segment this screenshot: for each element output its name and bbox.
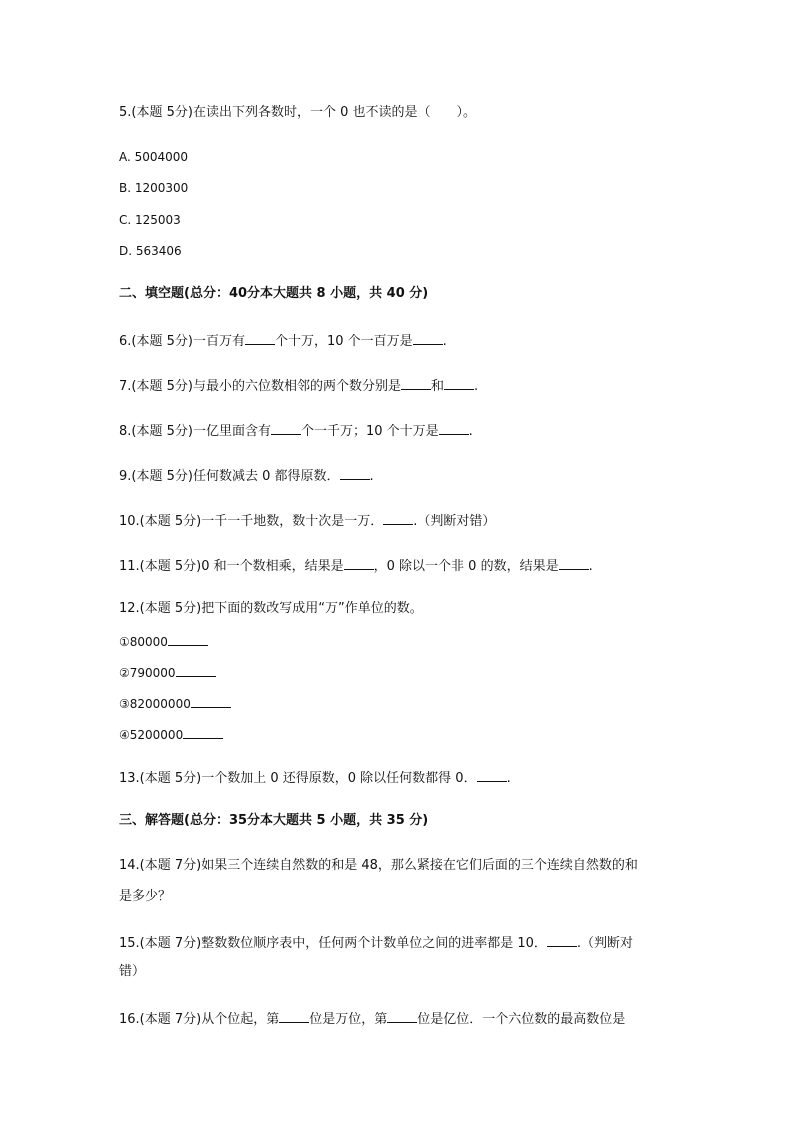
answer-blank[interactable] <box>340 465 370 480</box>
question-8-text-c: . <box>468 424 473 439</box>
option-c: C. 125003 <box>119 213 181 227</box>
answer-blank[interactable] <box>271 420 301 435</box>
question-13 <box>119 767 511 788</box>
question-11-text-b: ，0 除以一个非 0 的数，结果是 <box>373 559 559 574</box>
question-11-text-c: . <box>588 559 593 574</box>
answer-blank[interactable] <box>245 330 275 345</box>
question-11 <box>119 555 593 576</box>
answer-blank[interactable] <box>191 693 231 708</box>
question-11-text-a: 11.(本题 5分)0 和一个数相乘，结果是 <box>119 559 344 574</box>
question-12-item <box>119 631 208 651</box>
question-12-item <box>119 724 223 744</box>
answer-blank[interactable] <box>477 767 507 782</box>
question-16 <box>119 1008 625 1029</box>
answer-blank[interactable] <box>413 330 443 345</box>
question-7-text-b: 和 <box>430 379 444 394</box>
question-12-item-text: ②790000 <box>119 666 176 680</box>
question-10-text-a: 10.(本题 5分)一千一千地数，数十次是一万． <box>119 514 384 529</box>
question-9-text-a: 9.(本题 5分)任何数减去 0 都得原数． <box>119 469 340 484</box>
question-5-stem: 5.(本题 5分)在读出下列各数时，一个 0 也不读的是（ ）。 <box>119 105 476 120</box>
question-8 <box>119 420 473 441</box>
question-12-item <box>119 662 216 682</box>
question-6-text-b: 个十万，10 个一百万是 <box>274 334 413 349</box>
question-14-line-1: 14.(本题 7分)如果三个连续自然数的和是 48，那么紧接在它们后面的三个连续自然数的和 <box>119 858 638 873</box>
question-12-item-text: ③82000000 <box>119 697 191 711</box>
question-7-text-c: . <box>473 379 479 394</box>
question-6-text-c: . <box>442 334 447 349</box>
option-a: A. 5004000 <box>119 150 189 164</box>
question-10-text-c: .（判断对错） <box>413 514 496 529</box>
answer-blank[interactable] <box>344 555 374 570</box>
question-16-text-c: 位是亿位．一个六位数的最高数位是 <box>417 1012 626 1027</box>
question-8-text-a: 8.(本题 5分)一亿里面含有 <box>119 424 271 439</box>
question-9-text-c: . <box>369 469 374 484</box>
answer-blank[interactable] <box>439 420 469 435</box>
answer-blank[interactable] <box>279 1008 309 1023</box>
question-15 <box>119 932 633 953</box>
question-6-text-a: 6.(本题 5分)一百万有 <box>119 334 245 349</box>
answer-blank[interactable] <box>168 631 208 646</box>
answer-blank[interactable] <box>547 932 577 947</box>
question-7 <box>119 375 478 396</box>
answer-blank[interactable] <box>401 375 431 390</box>
question-8-text-b: 个一千万；10 个十万是 <box>300 424 439 439</box>
question-12-item <box>119 693 231 713</box>
question-6 <box>119 330 447 351</box>
question-12-item-text: ④5200000 <box>119 728 184 742</box>
question-12-stem: 12.(本题 5分)把下面的数改写成用“万”作单位的数。 <box>119 601 423 616</box>
option-b: B. 1200300 <box>119 181 189 195</box>
answer-blank[interactable] <box>444 375 474 390</box>
question-13-text-c: . <box>506 771 511 786</box>
question-15-text-a: 15.(本题 7分)整数数位顺序表中，任何两个计数单位之间的进率都是 10． <box>119 936 547 951</box>
question-7-text-a: 7.(本题 5分)与最小的六位数相邻的两个数分别是 <box>119 379 401 394</box>
section-2-title: 二、填空题(总分：40分本大题共 8 小题，共 40 分) <box>119 286 429 301</box>
question-14-line-2: 是多少？ <box>119 889 172 904</box>
answer-blank[interactable] <box>559 555 589 570</box>
answer-blank[interactable] <box>383 510 413 525</box>
question-9 <box>119 465 374 486</box>
section-3-title: 三、解答题(总分：35分本大题共 5 小题，共 35 分) <box>119 813 429 828</box>
question-15-text-c: .（判断对 <box>576 936 634 951</box>
question-16-text-a: 16.(本题 7分)从个位起，第 <box>119 1012 280 1027</box>
question-16-text-b: 位是万位，第 <box>309 1012 388 1027</box>
question-12-item-text: ①80000 <box>119 635 168 649</box>
answer-blank[interactable] <box>183 724 223 739</box>
question-10 <box>119 510 495 531</box>
question-15-line-2: 错） <box>119 964 146 979</box>
answer-blank[interactable] <box>176 662 216 677</box>
answer-blank[interactable] <box>387 1008 417 1023</box>
option-d: D. 563406 <box>119 244 182 258</box>
question-13-text-a: 13.(本题 5分)一个数加上 0 还得原数，0 除以任何数都得 0． <box>119 771 477 786</box>
